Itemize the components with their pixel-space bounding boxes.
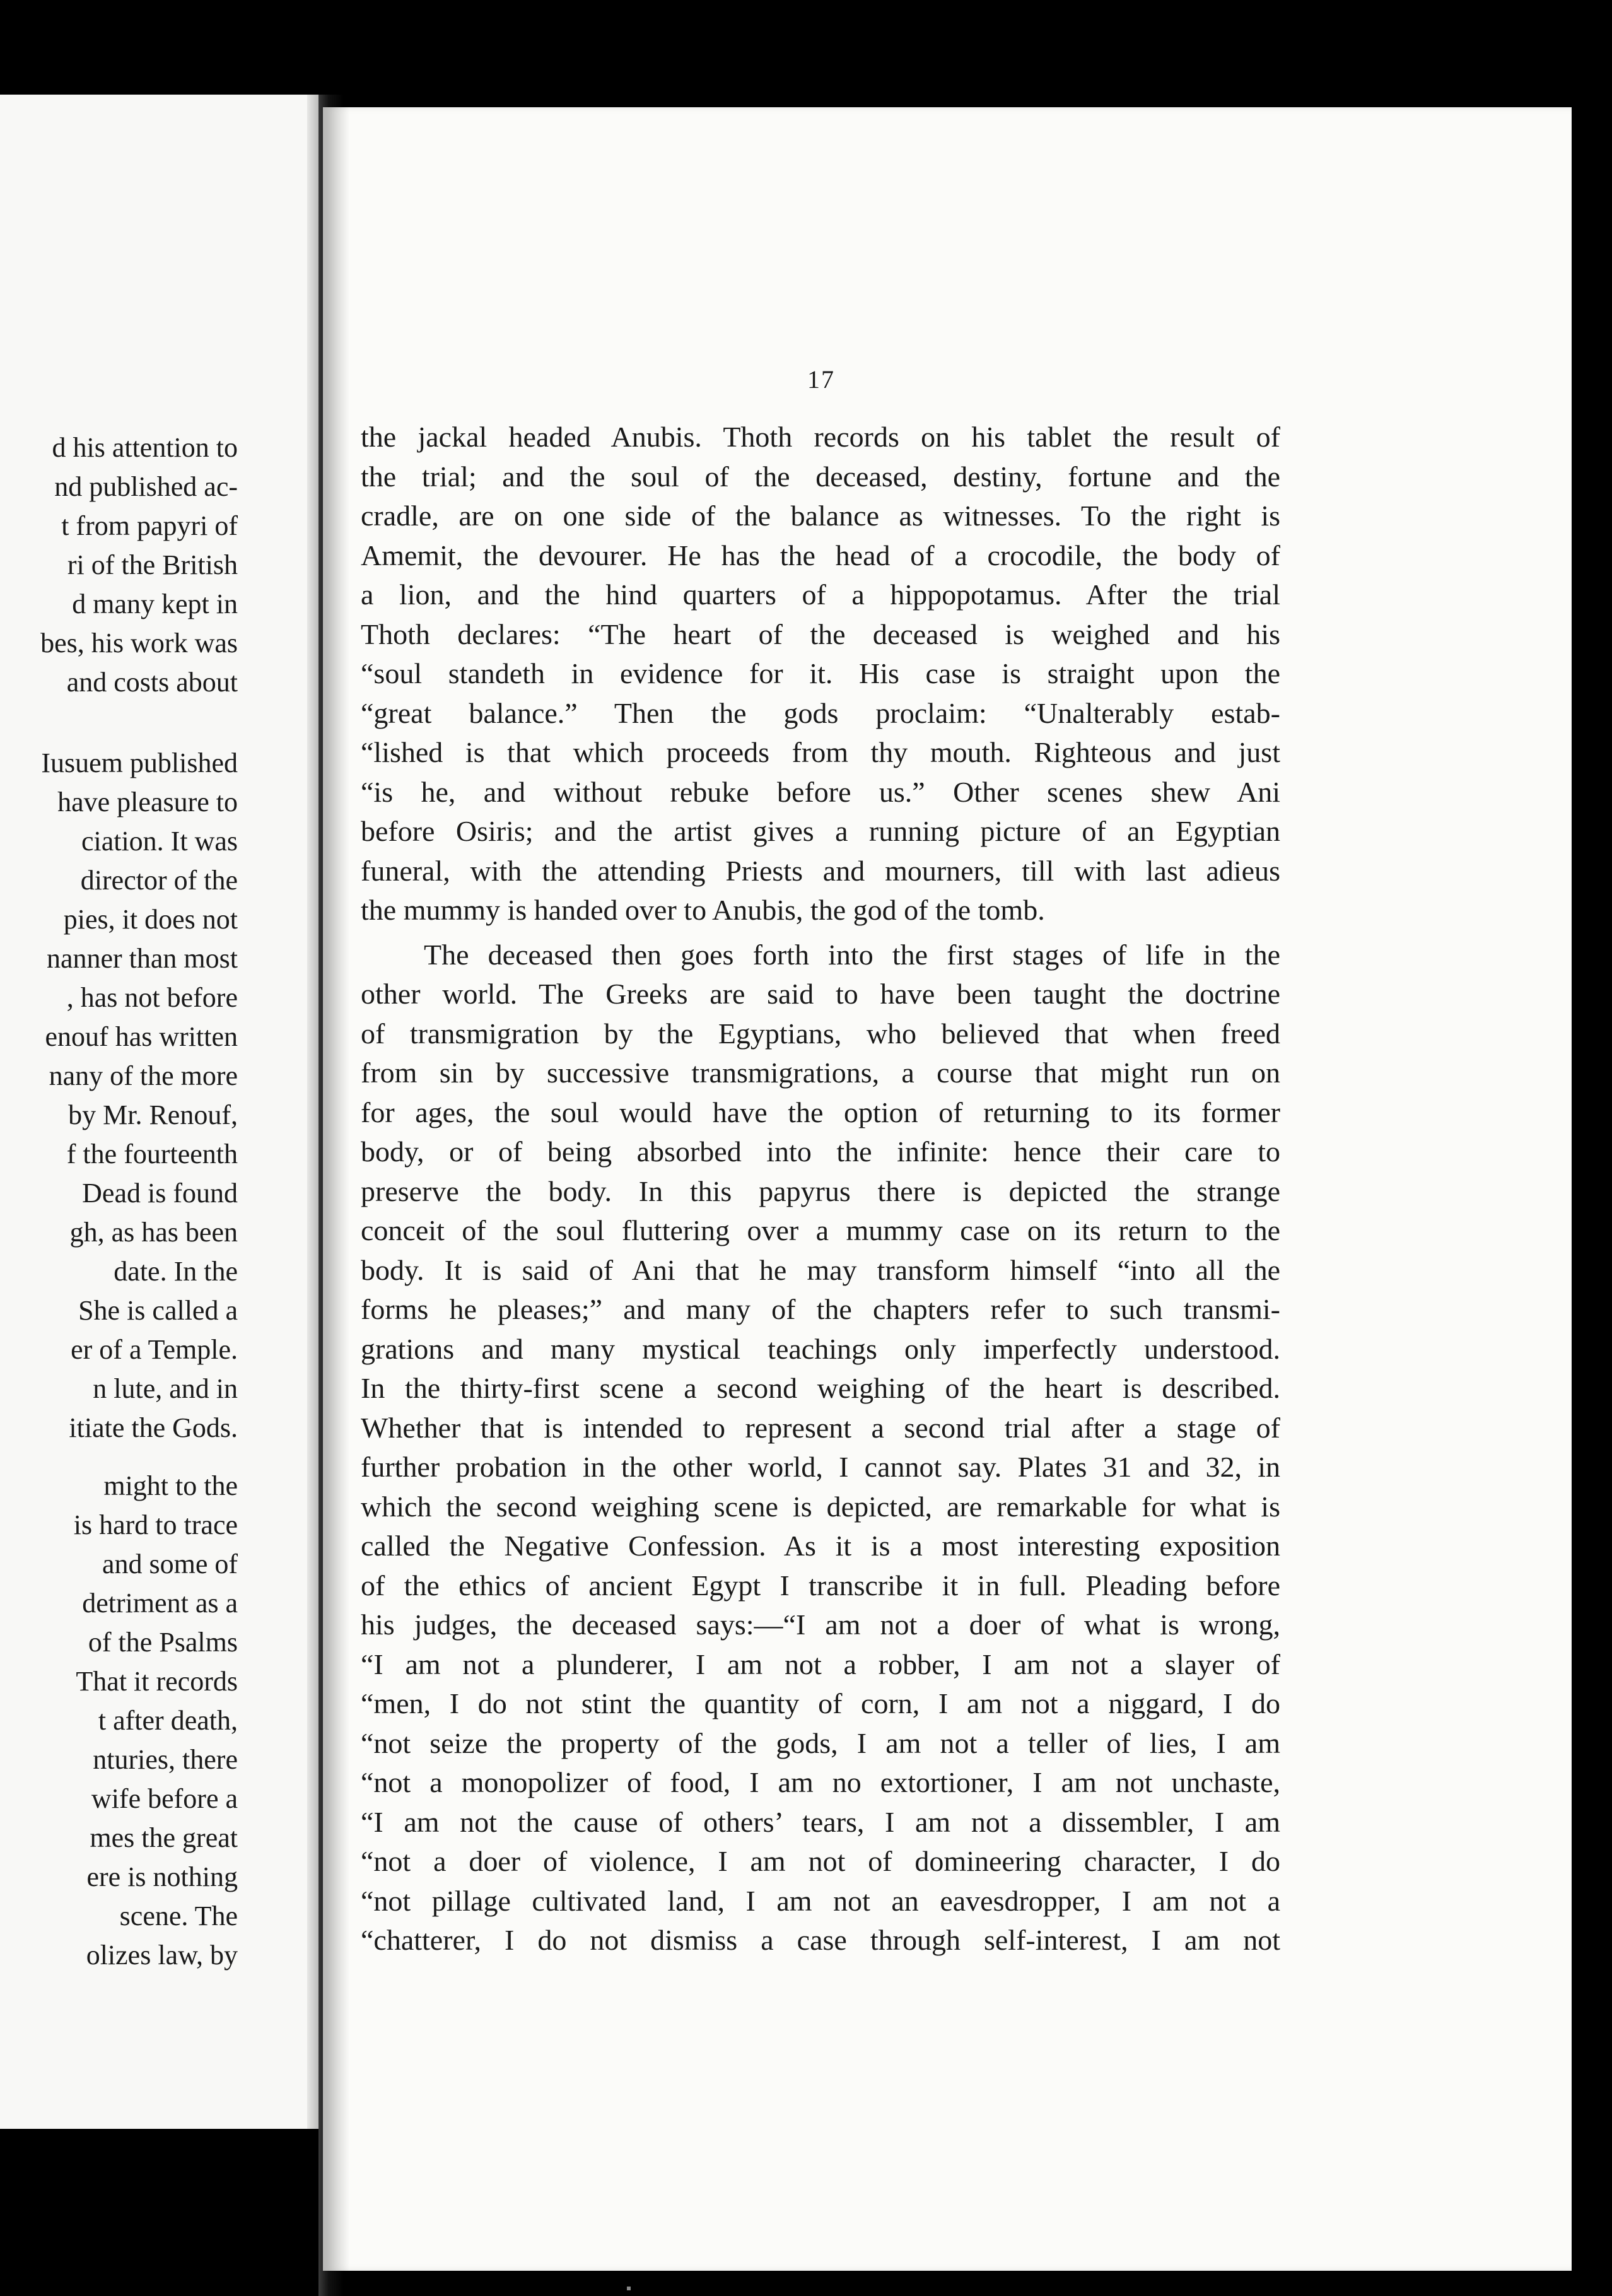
text-line: body. It is said of Ani that he may transform himself “into all the [361, 1253, 1280, 1286]
left-text-line: date. In the [114, 1256, 238, 1287]
text-line: “I am not a plunderer, I am not a robber, I am not a slayer of [361, 1648, 1280, 1680]
text-line: conceit of the soul fluttering over a mummy case on its return to the [361, 1214, 1280, 1246]
left-text-line: pies, it does not [63, 904, 238, 935]
left-text-line: t from papyri of [61, 510, 238, 541]
left-text-line: er of a Temple. [71, 1334, 238, 1365]
page-number: 17 [807, 365, 835, 394]
text-line: “not pillage cultivated land, I am not an eavesdropper, I am not a [361, 1884, 1280, 1917]
text-line: grations and many mystical teachings only imperfectly understood. [361, 1332, 1280, 1365]
text-line: which the second weighing scene is depicted, are remarkable for what is [361, 1490, 1280, 1523]
text-line: In the thirty-first scene a second weighing of the heart is described. [361, 1372, 1280, 1404]
text-line: the mummy is handed over to Anubis, the god of the tomb. [361, 894, 1045, 926]
text-line: the trial; and the soul of the deceased, destiny, fortune and the [361, 460, 1280, 493]
right-page-shadow [323, 107, 349, 2271]
left-text-line: Dead is found [82, 1178, 238, 1209]
text-line: preserve the body. In this papyrus there is depicted the strange [361, 1174, 1280, 1207]
left-text-line: and some of [102, 1549, 238, 1579]
text-line: “not seize the property of the gods, I am not a teller of lies, I am [361, 1726, 1280, 1759]
text-line: of the ethics of ancient Egypt I transcribe it in full. Pleading before [361, 1569, 1280, 1602]
text-line: for ages, the soul would have the option of returning to its former [361, 1096, 1280, 1128]
left-text-line: t after death, [98, 1705, 238, 1736]
text-line: of transmigration by the Egyptians, who believed that when freed [361, 1017, 1280, 1050]
left-text-line: olizes law, by [86, 1940, 238, 1971]
left-text-line: itiate the Gods. [69, 1412, 238, 1443]
left-text-line: scene. The [119, 1901, 238, 1931]
left-text-line: by Mr. Renouf, [68, 1099, 238, 1130]
left-text-line: f the fourteenth [66, 1139, 238, 1169]
text-line: other world. The Greeks are said to have been taught the doctrine [361, 978, 1280, 1010]
left-text-line: and costs about [66, 667, 238, 698]
left-page [0, 95, 318, 2129]
paragraph-start-line: The deceased then goes forth into the first stages of life in the [424, 938, 1280, 971]
left-text-line: gh, as has been [69, 1217, 238, 1248]
text-line: cradle, are on one side of the balance as witnesses. To the right is [361, 500, 1280, 532]
left-text-line: nd published ac- [54, 471, 238, 502]
text-line: “chatterer, I do not dismiss a case through self-interest, I am not [361, 1924, 1280, 1956]
left-text-line: d many kept in [72, 589, 238, 619]
left-text-line: ere is nothing [86, 1861, 238, 1892]
left-text-line: is hard to trace [73, 1509, 238, 1540]
left-text-line: enouf has written [45, 1021, 238, 1052]
text-line: a lion, and the hind quarters of a hippopotamus. After the trial [361, 578, 1280, 611]
text-line: “is he, and without rebuke before us.” Other scenes shew Ani [361, 775, 1280, 808]
left-text-line: ciation. It was [81, 826, 238, 857]
text-line: funeral, with the attending Priests and mourners, till with last adieus [361, 854, 1280, 887]
left-text-line: have pleasure to [57, 787, 238, 817]
left-text-line: n lute, and in [93, 1373, 238, 1404]
left-text-line: , has not before [66, 982, 238, 1013]
text-line: body, or of being absorbed into the infinite: hence their care to [361, 1135, 1280, 1168]
text-line: forms he pleases;” and many of the chapters refer to such transmi- [361, 1293, 1280, 1325]
left-text-line: nanner than most [46, 943, 238, 974]
left-text-line: d his attention to [52, 432, 238, 463]
text-line: “not a doer of violence, I am not of domineering character, I do [361, 1845, 1280, 1877]
left-text-line: nany of the more [49, 1060, 238, 1091]
text-line: called the Negative Confession. As it is a most interesting exposition [361, 1530, 1280, 1562]
left-text-line: She is called a [78, 1295, 238, 1326]
left-text-line: might to the [103, 1470, 238, 1501]
left-text-line: That it records [76, 1666, 238, 1697]
text-line: “great balance.” Then the gods proclaim: “Unalterably estab- [361, 696, 1280, 729]
left-text-line: wife before a [91, 1783, 238, 1814]
left-text-line: of the Psalms [88, 1627, 238, 1658]
left-page-gutter [307, 95, 318, 2129]
text-line: Amemit, the devourer. He has the head of a crocodile, the body of [361, 539, 1280, 571]
text-line: “men, I do not stint the quantity of corn, I am not a niggard, I do [361, 1687, 1280, 1719]
left-text-line: nturies, there [93, 1744, 238, 1775]
text-line: “lished is that which proceeds from thy mouth. Righteous and just [361, 736, 1280, 768]
text-line: Thoth declares: “The heart of the deceased is weighed and his [361, 618, 1280, 650]
text-line: from sin by successive transmigrations, a course that might run on [361, 1057, 1280, 1089]
text-line: “I am not the cause of others’ tears, I am not a dissembler, I am [361, 1805, 1280, 1838]
left-text-line: bes, his work was [40, 628, 238, 659]
left-text-line: detriment as a [82, 1588, 238, 1619]
text-line: “not a monopolizer of food, I am no extortioner, I am not unchaste, [361, 1766, 1280, 1798]
text-line: “soul standeth in evidence for it. His case is straight upon the [361, 657, 1280, 689]
text-line: before Osiris; and the artist gives a running picture of an Egyptian [361, 815, 1280, 847]
left-text-line: Iusuem published [41, 747, 238, 778]
text-line: the jackal headed Anubis. Thoth records on his tablet the result of [361, 421, 1280, 453]
left-text-line: director of the [80, 865, 238, 896]
text-line: Whether that is intended to represent a second trial after a stage of [361, 1411, 1280, 1444]
text-line: his judges, the deceased says:—“I am not a doer of what is wrong, [361, 1608, 1280, 1641]
scan-speck [627, 2287, 631, 2290]
left-text-line: mes the great [90, 1822, 238, 1853]
left-text-line: ri of the British [67, 549, 238, 580]
text-line: further probation in the other world, I cannot say. Plates 31 and 32, in [361, 1451, 1280, 1483]
